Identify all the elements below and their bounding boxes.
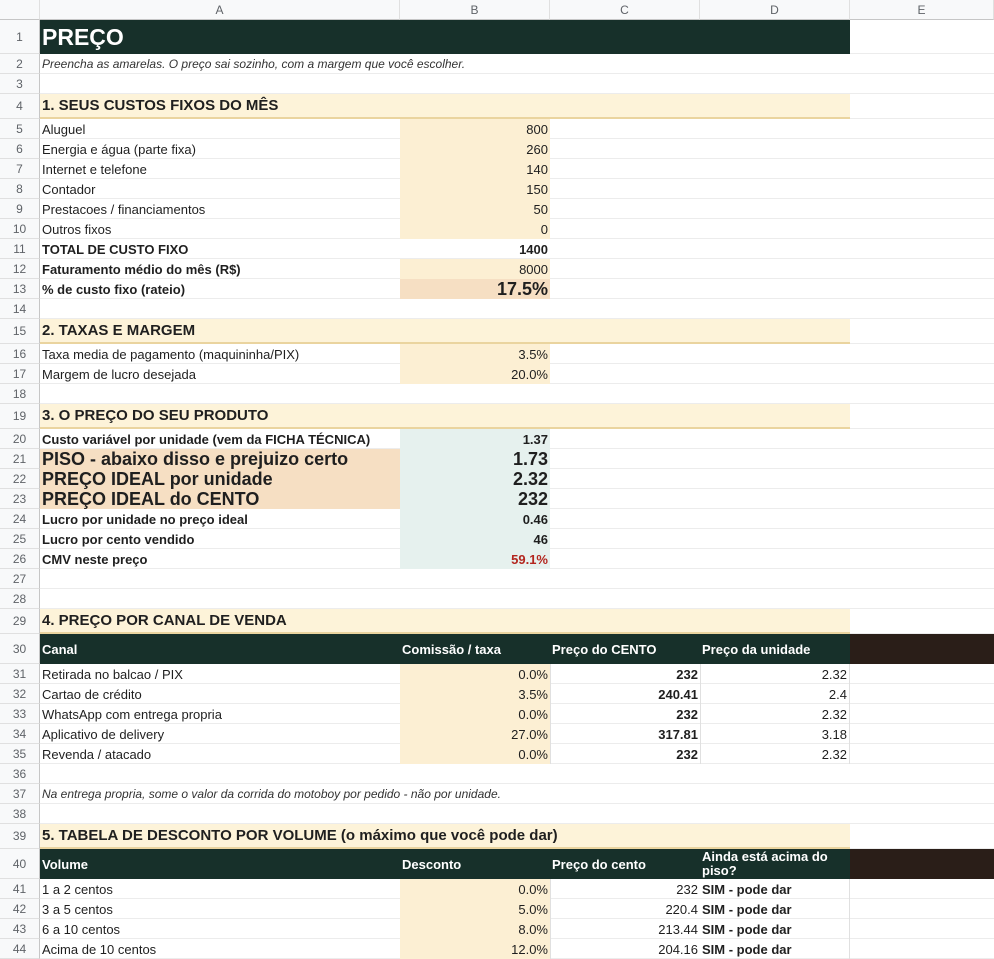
channel-hundred-price[interactable]: 232 bbox=[550, 704, 700, 724]
sheet-title[interactable]: PREÇO bbox=[40, 20, 850, 54]
row-header-19[interactable]: 19 bbox=[0, 404, 40, 429]
volume-header-extra bbox=[850, 849, 994, 879]
channel-fee-input[interactable]: 0.0% bbox=[400, 664, 550, 684]
volume-discount-input[interactable]: 5.0% bbox=[400, 899, 550, 919]
row-header-25[interactable]: 25 bbox=[0, 529, 40, 549]
row-header-24[interactable]: 24 bbox=[0, 509, 40, 529]
ideal-unit-label[interactable]: PREÇO IDEAL por unidade bbox=[40, 469, 400, 489]
volume-header-price[interactable]: Preço do cento bbox=[550, 849, 700, 879]
row-header-36[interactable]: 36 bbox=[0, 764, 40, 784]
margin-input[interactable]: 20.0% bbox=[400, 364, 550, 384]
column-header-e[interactable]: E bbox=[850, 0, 994, 20]
fixed-cost-label[interactable]: Outros fixos bbox=[42, 221, 112, 237]
row-header-28[interactable]: 28 bbox=[0, 589, 40, 609]
row-header-5[interactable]: 5 bbox=[0, 119, 40, 139]
column-header-d[interactable]: D bbox=[700, 0, 850, 20]
floor-price-label[interactable]: PISO - abaixo disso e prejuizo certo bbox=[40, 449, 400, 469]
row-header-16[interactable]: 16 bbox=[0, 344, 40, 364]
row-header-11[interactable]: 11 bbox=[0, 239, 40, 259]
fixed-cost-input[interactable]: 140 bbox=[400, 159, 550, 179]
row-header-44[interactable]: 44 bbox=[0, 939, 40, 959]
column-header-a[interactable]: A bbox=[40, 0, 400, 20]
channel-hundred-price[interactable]: 232 bbox=[550, 744, 700, 764]
fixed-cost-label[interactable]: Contador bbox=[42, 181, 96, 197]
volume-discount-input[interactable]: 8.0% bbox=[400, 919, 550, 939]
fixed-cost-label[interactable]: Internet e telefone bbox=[42, 161, 147, 177]
row-header-10[interactable]: 10 bbox=[0, 219, 40, 239]
sheet-subtitle[interactable]: Preencha as amarelas. O preço sai sozinho, com a margem que você escolher. bbox=[42, 57, 466, 71]
fixed-cost-input[interactable]: 800 bbox=[400, 119, 550, 139]
volume-tier[interactable]: 3 a 5 centos bbox=[42, 901, 113, 917]
channel-unit-price[interactable]: 2.32 bbox=[700, 744, 850, 764]
delivery-note[interactable]: Na entrega propria, some o valor da corrida do motoboy por pedido - não por unidade. bbox=[42, 787, 501, 801]
row-header-34[interactable]: 34 bbox=[0, 724, 40, 744]
row-header-23[interactable]: 23 bbox=[0, 489, 40, 509]
corner-cell[interactable] bbox=[0, 0, 40, 20]
section1-heading[interactable]: 1. SEUS CUSTOS FIXOS DO MÊS bbox=[40, 94, 850, 119]
volume-discount-input[interactable]: 0.0% bbox=[400, 879, 550, 899]
row-header-35[interactable]: 35 bbox=[0, 744, 40, 764]
channel-name[interactable]: Retirada no balcao / PIX bbox=[42, 666, 183, 682]
channel-header-fee[interactable]: Comissão / taxa bbox=[400, 634, 550, 664]
volume-header-above-floor[interactable]: Ainda está acima do piso? bbox=[700, 849, 850, 879]
volume-hundred-price[interactable]: 232 bbox=[550, 879, 700, 899]
volume-tier[interactable]: Acima de 10 centos bbox=[42, 941, 157, 957]
channel-hundred-price[interactable]: 232 bbox=[550, 664, 700, 684]
row-header-14[interactable]: 14 bbox=[0, 299, 40, 319]
channel-header-canal[interactable]: Canal bbox=[40, 634, 400, 664]
row-gridline bbox=[40, 588, 994, 589]
cmv-value[interactable]: 59.1% bbox=[400, 549, 550, 569]
channel-hundred-price[interactable]: 240.41 bbox=[550, 684, 700, 704]
channel-unit-price[interactable]: 2.4 bbox=[700, 684, 850, 704]
cmv-label[interactable]: CMV neste preço bbox=[42, 551, 148, 567]
volume-hundred-price[interactable]: 213.44 bbox=[550, 919, 700, 939]
row-header-2[interactable]: 2 bbox=[0, 54, 40, 74]
var-cost-value[interactable]: 1.37 bbox=[400, 429, 550, 449]
row-header-3[interactable]: 3 bbox=[0, 74, 40, 94]
channel-name[interactable]: Cartao de crédito bbox=[42, 686, 142, 702]
row-header-15[interactable]: 15 bbox=[0, 319, 40, 344]
fixed-cost-input[interactable]: 150 bbox=[400, 179, 550, 199]
row-header-7[interactable]: 7 bbox=[0, 159, 40, 179]
row-header-43[interactable]: 43 bbox=[0, 919, 40, 939]
section4-heading[interactable]: 4. PREÇO POR CANAL DE VENDA bbox=[40, 609, 850, 634]
row-header-21[interactable]: 21 bbox=[0, 449, 40, 469]
channel-header-unit[interactable]: Preço da unidade bbox=[700, 634, 850, 664]
total-fixed-label[interactable]: TOTAL DE CUSTO FIXO bbox=[42, 241, 189, 257]
row-header-26[interactable]: 26 bbox=[0, 549, 40, 569]
profit-hundred-value[interactable]: 46 bbox=[400, 529, 550, 549]
ideal-unit-value[interactable]: 2.32 bbox=[400, 469, 550, 489]
column-header-c[interactable]: C bbox=[550, 0, 700, 20]
row-header-8[interactable]: 8 bbox=[0, 179, 40, 199]
row-header-13[interactable]: 13 bbox=[0, 279, 40, 299]
channel-unit-price[interactable]: 3.18 bbox=[700, 724, 850, 744]
channel-name[interactable]: WhatsApp com entrega propria bbox=[42, 706, 222, 722]
fee-label[interactable]: Taxa media de pagamento (maquininha/PIX) bbox=[42, 346, 300, 362]
fee-input[interactable]: 3.5% bbox=[400, 344, 550, 364]
fixed-cost-input[interactable]: 50 bbox=[400, 199, 550, 219]
row-header-31[interactable]: 31 bbox=[0, 664, 40, 684]
profit-unit-value[interactable]: 0.46 bbox=[400, 509, 550, 529]
fixed-cost-input[interactable]: 0 bbox=[400, 219, 550, 239]
revenue-input[interactable]: 8000 bbox=[400, 259, 550, 279]
volume-header-discount[interactable]: Desconto bbox=[400, 849, 550, 879]
channel-header-extra bbox=[850, 634, 994, 664]
ideal-hundred-value[interactable]: 232 bbox=[400, 489, 550, 509]
row-header-17[interactable]: 17 bbox=[0, 364, 40, 384]
volume-header-volume[interactable]: Volume bbox=[40, 849, 400, 879]
channel-fee-input[interactable]: 27.0% bbox=[400, 724, 550, 744]
profit-unit-label[interactable]: Lucro por unidade no preço ideal bbox=[42, 511, 248, 527]
row-header-39[interactable]: 39 bbox=[0, 824, 40, 849]
volume-above-floor[interactable]: SIM - pode dar bbox=[700, 919, 850, 939]
row-header-30[interactable]: 30 bbox=[0, 634, 40, 664]
row-header-41[interactable]: 41 bbox=[0, 879, 40, 899]
row-header-32[interactable]: 32 bbox=[0, 684, 40, 704]
fixed-cost-label[interactable]: Prestacoes / financiamentos bbox=[42, 201, 206, 217]
channel-fee-input[interactable]: 3.5% bbox=[400, 684, 550, 704]
row-header-29[interactable]: 29 bbox=[0, 609, 40, 634]
section2-heading[interactable]: 2. TAXAS E MARGEM bbox=[40, 319, 850, 344]
row-header-37[interactable]: 37 bbox=[0, 784, 40, 804]
section3-heading[interactable]: 3. O PREÇO DO SEU PRODUTO bbox=[40, 404, 850, 429]
fixed-cost-input[interactable]: 260 bbox=[400, 139, 550, 159]
row-header-4[interactable]: 4 bbox=[0, 94, 40, 119]
row-header-12[interactable]: 12 bbox=[0, 259, 40, 279]
channel-name[interactable]: Aplicativo de delivery bbox=[42, 726, 165, 742]
channel-header-hundred[interactable]: Preço do CENTO bbox=[550, 634, 700, 664]
row-header-38[interactable]: 38 bbox=[0, 804, 40, 824]
ideal-hundred-label[interactable]: PREÇO IDEAL do CENTO bbox=[40, 489, 400, 509]
profit-hundred-label[interactable]: Lucro por cento vendido bbox=[42, 531, 195, 547]
channel-unit-price[interactable]: 2.32 bbox=[700, 664, 850, 684]
channel-name[interactable]: Revenda / atacado bbox=[42, 746, 152, 762]
row-header-18[interactable]: 18 bbox=[0, 384, 40, 404]
row-header-1[interactable]: 1 bbox=[0, 20, 40, 54]
channel-fee-input[interactable]: 0.0% bbox=[400, 704, 550, 724]
fixed-pct-value[interactable]: 17.5% bbox=[400, 279, 550, 299]
section5-heading[interactable]: 5. TABELA DE DESCONTO POR VOLUME (o máximo que você pode dar) bbox=[40, 824, 850, 849]
row-header-6[interactable]: 6 bbox=[0, 139, 40, 159]
volume-tier[interactable]: 1 a 2 centos bbox=[42, 881, 113, 897]
var-cost-label[interactable]: Custo variável por unidade (vem da FICHA TÉCNICA) bbox=[42, 431, 371, 447]
fixed-pct-label[interactable]: % de custo fixo (rateio) bbox=[42, 281, 186, 297]
channel-unit-price[interactable]: 2.32 bbox=[700, 704, 850, 724]
volume-discount-input[interactable]: 12.0% bbox=[400, 939, 550, 959]
row-header-33[interactable]: 33 bbox=[0, 704, 40, 724]
row-header-42[interactable]: 42 bbox=[0, 899, 40, 919]
margin-label[interactable]: Margem de lucro desejada bbox=[42, 366, 196, 382]
volume-hundred-price[interactable]: 204.16 bbox=[550, 939, 700, 959]
volume-above-floor[interactable]: SIM - pode dar bbox=[700, 899, 850, 919]
row-header-22[interactable]: 22 bbox=[0, 469, 40, 489]
column-header-b[interactable]: B bbox=[400, 0, 550, 20]
revenue-label[interactable]: Faturamento médio do mês (R$) bbox=[42, 261, 241, 277]
channel-hundred-price[interactable]: 317.81 bbox=[550, 724, 700, 744]
floor-price-value[interactable]: 1.73 bbox=[400, 449, 550, 469]
row-header-40[interactable]: 40 bbox=[0, 849, 40, 879]
row-header-9[interactable]: 9 bbox=[0, 199, 40, 219]
volume-above-floor[interactable]: SIM - pode dar bbox=[700, 939, 850, 959]
fixed-cost-label[interactable]: Energia e água (parte fixa) bbox=[42, 141, 196, 157]
channel-fee-input[interactable]: 0.0% bbox=[400, 744, 550, 764]
volume-above-floor[interactable]: SIM - pode dar bbox=[700, 879, 850, 899]
row-header-20[interactable]: 20 bbox=[0, 429, 40, 449]
row-header-27[interactable]: 27 bbox=[0, 569, 40, 589]
fixed-cost-label[interactable]: Aluguel bbox=[42, 121, 86, 137]
volume-hundred-price[interactable]: 220.4 bbox=[550, 899, 700, 919]
total-fixed-value[interactable]: 1400 bbox=[519, 241, 548, 257]
volume-tier[interactable]: 6 a 10 centos bbox=[42, 921, 121, 937]
